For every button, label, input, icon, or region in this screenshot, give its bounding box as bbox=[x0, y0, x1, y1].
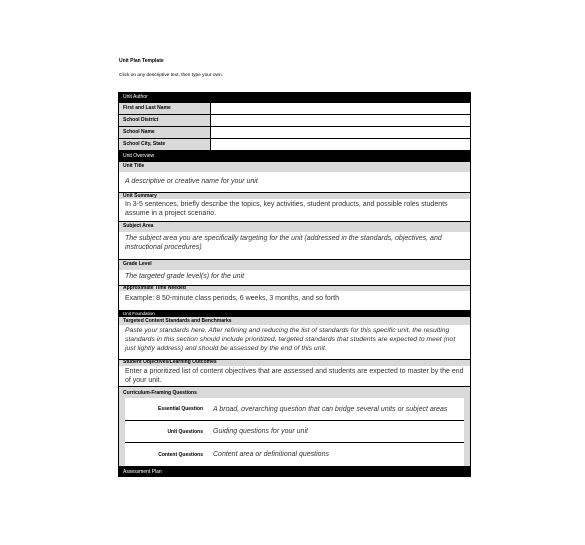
unit-summary-label: Unit Summary bbox=[119, 193, 470, 199]
unit-title-section[interactable] bbox=[119, 162, 470, 193]
essential-question-row[interactable] bbox=[125, 398, 464, 421]
first-last-name-field[interactable] bbox=[211, 103, 470, 114]
school-name-field[interactable] bbox=[211, 127, 470, 138]
school-city-state-field[interactable] bbox=[211, 139, 470, 150]
unit-questions-text[interactable]: Guiding questions for your unit bbox=[213, 428, 308, 435]
first-last-name-label: First and Last Name bbox=[119, 103, 211, 114]
objectives-section[interactable] bbox=[119, 360, 470, 387]
grade-level-section[interactable] bbox=[119, 260, 470, 286]
unit-questions-label: Unit Questions bbox=[167, 428, 203, 435]
standards-text[interactable]: Paste your standards here. After refining and reducing the list of standards for this specific unit, the resulting standards in this section should include prioritized, targeted standards that students are expected to meet (not just lightly address) and should be assessed by the end of this unit. bbox=[125, 327, 456, 352]
unit-questions-row[interactable] bbox=[125, 421, 464, 443]
unit-author-header-label: Unit Author bbox=[123, 94, 148, 100]
unit-title-text[interactable]: A descriptive or creative name for your unit bbox=[125, 178, 258, 185]
content-questions-text[interactable]: Content area or definitional questions bbox=[213, 451, 329, 458]
unit-plan-table bbox=[118, 92, 471, 477]
unit-author-header bbox=[119, 92, 470, 103]
approx-time-text[interactable]: Example: 8 50-minute class periods, 6 weeks, 3 months, and so forth bbox=[125, 295, 339, 302]
grade-level-label: Grade Level bbox=[119, 260, 470, 270]
grade-level-text[interactable]: The targeted grade level(s) for the unit bbox=[125, 273, 245, 280]
curriculum-framing-label: Curriculum-Framing Questions bbox=[119, 387, 470, 398]
content-questions-label: Content Questions bbox=[158, 451, 203, 458]
content-questions-row[interactable] bbox=[125, 443, 464, 466]
objectives-label: Student Objectives/Learning Outcomes bbox=[119, 360, 470, 366]
assessment-plan-header-label: Assessment Plan bbox=[123, 468, 162, 475]
curriculum-framing-questions bbox=[119, 398, 470, 466]
unit-summary-text[interactable]: In 3-5 sentences, briefly describe the topics, key activities, student products, and possible roles students assume in a project scenario. bbox=[125, 201, 448, 217]
essential-question-label: Essential Question bbox=[157, 406, 203, 412]
school-name-label: School Name bbox=[119, 127, 211, 138]
approx-time-label: Approximate Time Needed bbox=[119, 286, 470, 291]
school-city-state-row[interactable] bbox=[119, 139, 470, 151]
unit-foundation-header-label: Unit Foundation bbox=[123, 311, 155, 316]
standards-section[interactable] bbox=[119, 317, 470, 360]
essential-question-text[interactable]: A broad, overarching question that can bridge several units or subject areas bbox=[213, 405, 448, 413]
school-district-row[interactable] bbox=[119, 115, 470, 127]
instructions-text: Click on any descriptive text, then type your own. bbox=[119, 73, 223, 78]
unit-overview-header-label: Unit Overview bbox=[123, 153, 155, 159]
unit-title-label: Unit Title bbox=[119, 162, 470, 172]
approx-time-section[interactable] bbox=[119, 286, 470, 311]
first-last-name-row[interactable] bbox=[119, 103, 470, 115]
unit-summary-section[interactable] bbox=[119, 193, 470, 222]
school-district-label: School District bbox=[119, 115, 211, 126]
subject-area-label: Subject Area bbox=[119, 222, 470, 232]
school-district-field[interactable] bbox=[211, 115, 470, 126]
assessment-plan-header bbox=[119, 466, 470, 477]
objectives-text[interactable]: Enter a prioritized list of content objectives that are assessed and students are expected to master by the end of your unit. bbox=[125, 368, 464, 384]
school-city-state-label: School City, State bbox=[119, 139, 211, 150]
subject-area-section[interactable] bbox=[119, 222, 470, 260]
standards-label: Targeted Content Standards and Benchmarks bbox=[119, 317, 470, 325]
document-title: Unit Plan Template bbox=[119, 58, 164, 64]
curriculum-framing-section bbox=[119, 387, 470, 466]
subject-area-text[interactable]: The subject area you are specifically targeting for the unit (addressed in the standards, objectives, and instructional procedures) bbox=[125, 235, 442, 251]
unit-overview-header bbox=[119, 151, 470, 162]
school-name-row[interactable] bbox=[119, 127, 470, 139]
